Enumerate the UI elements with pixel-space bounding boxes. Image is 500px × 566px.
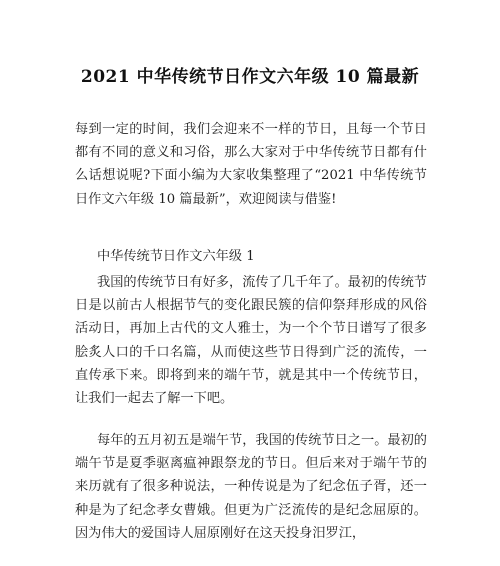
intro-paragraph: 每到一定的时间，我们会迎来不一样的节日，且每一个节日都有不同的意义和习俗，那么大家对于中华传统节日都有什么话想说呢?下面小编为大家收集整理了“2021 中华传统节日作文六年级 10 篇最新”，欢迎阅读与借鉴!: [75, 122, 427, 207]
body-paragraph-1: 我国的传统节日有好多，流传了几千年了。最初的传统节日是以前古人根据节气的变化跟民簇的信仰祭拜形成的风俗活动日，再加上古代的文人雅士，为一个个节日谱写了很多脍炙人口的千口名篇，从而使这些节日得到广泛的流传，一直传承下来。即将到来的端午节，就是其中一个传统节日，让我们一起去了解一下吧。: [75, 275, 427, 407]
page-bottom-fade: [0, 552, 500, 566]
section-heading: 中华传统节日作文六年级 1: [97, 249, 255, 264]
body-paragraph-2: 每年的五月初五是端午节，我国的传统节日之一。最初的端午节是夏季驱离瘟神跟祭龙的节日。但后来对于端午节的来历就有了很多种说法，一种传说是为了纪念伍子胥，还一种是为了纪念孝女曹娥。但更为广泛流传的是纪念屈原的。因为伟大的爱国诗人屈原刚好在这天投身汨罗江，: [75, 433, 427, 541]
document-title: 2021 中华传统节日作文六年级 10 篇最新: [80, 67, 420, 87]
